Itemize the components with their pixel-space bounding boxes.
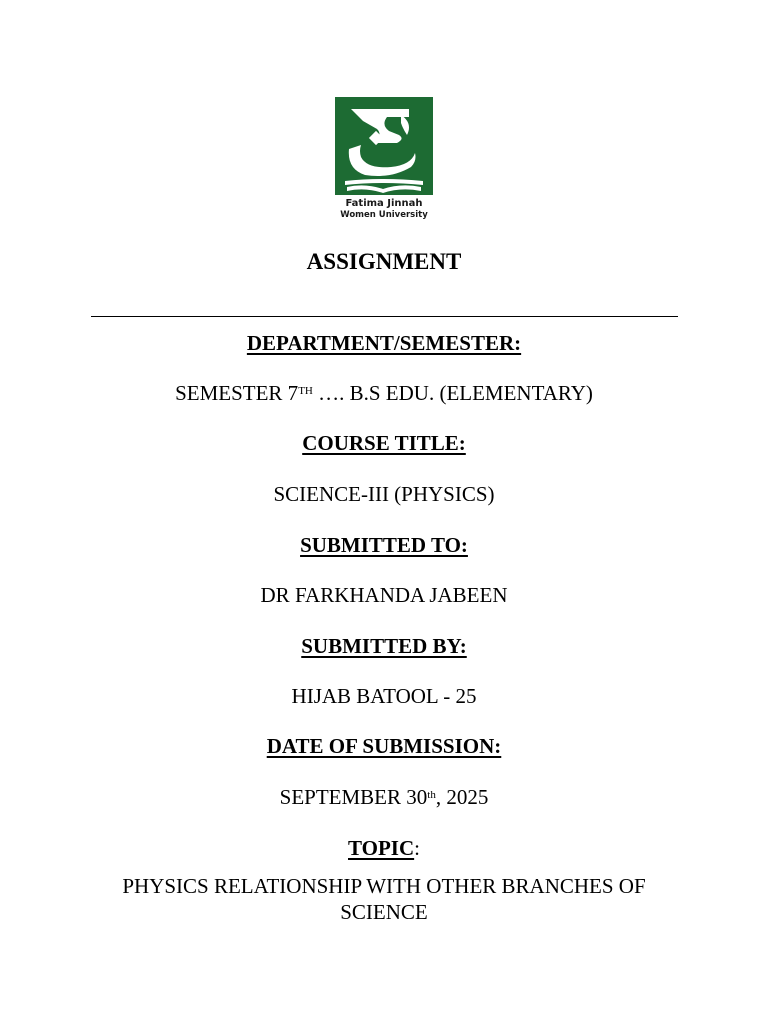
submitted-by-label-text: SUBMITTED BY: xyxy=(301,634,467,658)
university-logo xyxy=(331,95,437,219)
course-title-value: SCIENCE-III (PHYSICS) xyxy=(273,482,495,506)
document-title: ASSIGNMENT xyxy=(306,249,462,274)
submitted-to-value: DR FARKHANDA JABEEN xyxy=(260,583,508,607)
date-value-sup: th xyxy=(427,789,436,801)
submitted-by-value: HIJAB BATOOL - 25 xyxy=(291,684,477,708)
topic-label xyxy=(0,835,768,861)
title-divider xyxy=(91,316,678,317)
course-title-label xyxy=(0,430,768,456)
submitted-to-label xyxy=(0,532,768,558)
logo-text-line2: Women University xyxy=(340,210,428,219)
department-value-rest: …. B.S EDU. (ELEMENTARY) xyxy=(312,381,593,405)
submitted-to-label-text: SUBMITTED TO: xyxy=(300,533,468,557)
date-value-rest: , 2025 xyxy=(435,785,489,809)
department-value xyxy=(0,380,768,406)
date-label-text: DATE OF SUBMISSION: xyxy=(266,734,502,758)
topic-value: PHYSICS RELATIONSHIP WITH OTHER BRANCHES OF SCIENCE xyxy=(122,874,646,924)
date-label xyxy=(0,733,768,759)
topic-label-text: TOPIC xyxy=(348,836,415,860)
department-value-main: SEMESTER 7 xyxy=(175,381,299,405)
submitted-by-label xyxy=(0,633,768,659)
topic-colon: : xyxy=(414,836,420,860)
course-title-label-text: COURSE TITLE: xyxy=(302,431,466,455)
date-value-main: SEPTEMBER 30 xyxy=(279,785,428,809)
department-value-sup: TH xyxy=(298,385,313,397)
department-label-text: DEPARTMENT/SEMESTER: xyxy=(246,331,522,355)
date-value xyxy=(0,784,768,810)
department-label xyxy=(0,330,768,356)
logo-text-line1: Fatima Jinnah xyxy=(345,198,423,209)
